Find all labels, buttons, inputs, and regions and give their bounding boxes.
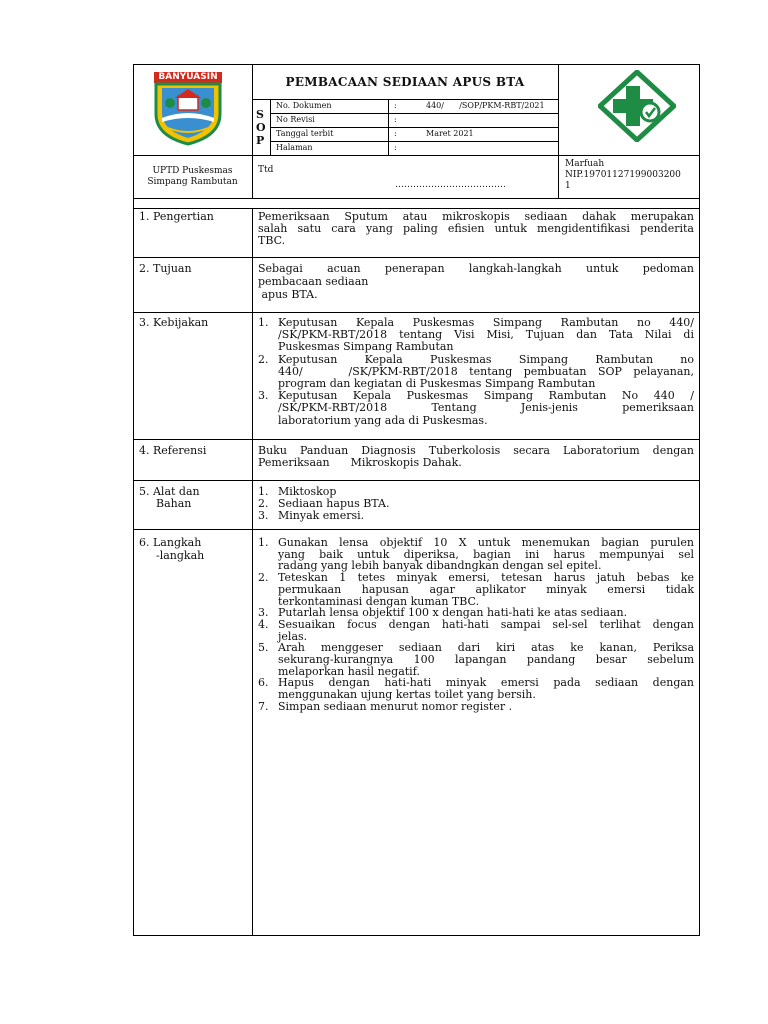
label-tujuan: 2. Tujuan [139, 262, 192, 275]
langkah-item-text: Arah menggeser sediaan dari kiri atas ke kanan, Periksa [278, 641, 694, 655]
kebijakan-item-text: program dan kegiatan di Puskesmas Simpang Rambutan [278, 377, 596, 390]
langkah-item-text: Hapus dengan hati-hati minyak emersi pada sediaan dengan [278, 676, 694, 690]
langkah-item-text: sekurang-kurangnya 100 lapangan pandang besar sebelum [278, 653, 694, 666]
field-sep-halaman: : [394, 143, 397, 152]
langkah-item-num: 1. [258, 536, 269, 549]
pengertian-line-1: Pemeriksaan Sputum atau mikroskopis sediaan dahak merupakan [258, 210, 694, 223]
field-line-2 [270, 127, 558, 128]
alat-item-text: Minyak emersi. [278, 509, 365, 522]
langkah-item-text: Simpan sediaan menurut nomor register . [278, 699, 513, 713]
row-line-3 [133, 439, 700, 440]
langkah-item-num: 2. [258, 571, 269, 585]
field-sep-tanggal: : [394, 129, 397, 138]
langkah-item-text: menggunakan ujung kertas toilet yang bersih. [278, 688, 536, 702]
tujuan-line-3: apus BTA. [258, 288, 318, 301]
langkah-item-num: 7. [258, 699, 269, 713]
banyuasin-logo [150, 70, 226, 146]
kebijakan-item-text: Puskesmas Simpang Rambutan [278, 340, 454, 354]
langkah-item-text: Sesuaikan focus dengan hati-hati sampai sel-sel terlihat dengan [278, 617, 694, 631]
referensi-line-1: Buku Panduan Diagnosis Tuberkolosis secara Laboratorium dengan [258, 444, 694, 457]
org-line-2: Simpang Rambutan [147, 177, 238, 187]
langkah-item-text: permukaan hapusan agar aplikator minyak emersi tidak [278, 582, 694, 596]
label-referensi: 4. Referensi [139, 444, 207, 457]
ttd-label: Ttd [258, 165, 274, 175]
field-label-revisi: No Revisi [276, 115, 315, 124]
langkah-item-text: Putarlah lensa objektif 100 x dengan hati-hati ke atas sediaan. [278, 606, 628, 620]
kebijakan-item-text: /SK/PKM-RBT/2018 tentang Visi Misi, Tujuan dan Tata Nilai di [278, 328, 694, 342]
label-alat-2: Bahan [156, 497, 192, 510]
kebijakan-item-text: /SK/PKM-RBT/2018 Tentang Jenis-jenis pemeriksaan [278, 401, 694, 415]
field-label-halaman: Halaman [276, 143, 313, 152]
langkah-item-num: 3. [258, 606, 269, 620]
kebijakan-item-num: 2. [258, 352, 269, 366]
langkah-item-text: Teteskan 1 tetes minyak emersi, tetesan harus jatuh bebas ke [278, 571, 694, 585]
kebijakan-item-text: Keputusan Kepala Puskesmas Simpang Rambutan no 440/ [278, 316, 694, 329]
langkah-item-text: terkontaminasi dengan kuman TBC. [278, 594, 480, 608]
referensi-line-2: Pemeriksaan Mikroskopis Dahak. [258, 456, 462, 469]
field-value-tanggal: Maret 2021 [426, 129, 474, 138]
label-pengertian: 1. Pengertian [139, 210, 214, 223]
body-col-divider [252, 208, 253, 936]
langkah-item-text: melaporkan hasil negatif. [278, 664, 420, 678]
label-kebijakan: 3. Kebijakan [139, 316, 209, 329]
langkah-item-text: jelas. [278, 629, 308, 643]
langkah-item-num: 5. [258, 641, 269, 655]
row-line-4 [133, 480, 700, 481]
document-title: PEMBACAAN SEDIAAN APUS BTA [285, 75, 525, 89]
field-line-1 [270, 113, 558, 114]
signature-dots: ………………………………. [395, 180, 506, 190]
frame-bottom [133, 935, 700, 936]
org-line-1: UPTD Puskesmas [152, 166, 233, 176]
sop-letter-o: O [256, 121, 266, 134]
field-line-3 [270, 141, 558, 142]
frame-left [133, 64, 134, 936]
field-value-dokumen: 440/ /SOP/PKM-RBT/2021 [426, 101, 545, 110]
header-line-5 [133, 198, 700, 199]
puskesmas-logo [598, 70, 676, 142]
kebijakan-item-text: 440/ /SK/PKM-RBT/2018 tentang pembuatan SOP pelayanan, [278, 364, 694, 378]
alat-item-num: 1. [258, 485, 269, 498]
label-langkah-2: -langkah [156, 549, 205, 562]
signer-name: Marfuah [565, 159, 605, 169]
label-alat-1: 5. Alat dan [139, 485, 200, 498]
sop-letter-s: S [256, 108, 264, 121]
langkah-item-num: 4. [258, 617, 269, 631]
header-line-4 [133, 155, 700, 156]
tujuan-line-1: Sebagai acuan penerapan langkah-langkah untuk pedoman [258, 262, 694, 275]
pengertian-line-2: salah satu cara yang paling efisien untuk mengidentifikasi penderita [258, 222, 694, 235]
signer-nip-1: NIP.19701127199003200 [565, 170, 681, 180]
field-label-dokumen: No. Dokumen [276, 101, 332, 110]
alat-item-num: 3. [258, 509, 269, 522]
alat-item-num: 2. [258, 497, 269, 510]
frame-right [699, 64, 700, 936]
field-label-tanggal: Tanggal terbit [276, 129, 334, 138]
kebijakan-item-text: Keputusan Kepala Puskesmas Simpang Rambutan no [278, 352, 694, 366]
field-sep-dokumen: : [394, 101, 397, 110]
header-divider-right [558, 64, 559, 198]
tujuan-line-2: pembacaan sediaan [258, 275, 369, 288]
frame-top [133, 64, 700, 65]
kebijakan-item-num: 3. [258, 389, 269, 403]
sop-letter-p: P [256, 134, 265, 147]
langkah-item-text: radang yang lebih banyak dibandngkan dengan sel epitel. [278, 559, 602, 573]
kebijakan-item-text: laboratorium yang ada di Puskesmas. [278, 413, 488, 427]
langkah-item-text: yang baik untuk diperiksa, bagian ini harus mempunyai sel [278, 547, 694, 561]
pengertian-line-3: TBC. [258, 234, 286, 247]
row-line-2 [133, 312, 700, 313]
logo-text: BANYUASIN [158, 72, 218, 82]
spacer-line [133, 208, 700, 209]
kebijakan-item-text: Keputusan Kepala Puskesmas Simpang Rambutan No 440 / [278, 389, 694, 403]
header-title-line [252, 99, 558, 100]
langkah-item-num: 6. [258, 676, 269, 690]
langkah-item-text: Gunakan lensa objektif 10 X untuk menemukan bagian purulen [278, 536, 694, 549]
kebijakan-item-num: 1. [258, 316, 269, 329]
row-line-5 [133, 529, 700, 530]
signer-nip-2: 1 [565, 181, 571, 191]
alat-item-text: Miktoskop [278, 485, 337, 498]
alat-item-text: Sediaan hapus BTA. [278, 497, 390, 510]
row-line-1 [133, 257, 700, 258]
label-langkah-1: 6. Langkah [139, 536, 202, 549]
field-sep-revisi: : [394, 115, 397, 124]
